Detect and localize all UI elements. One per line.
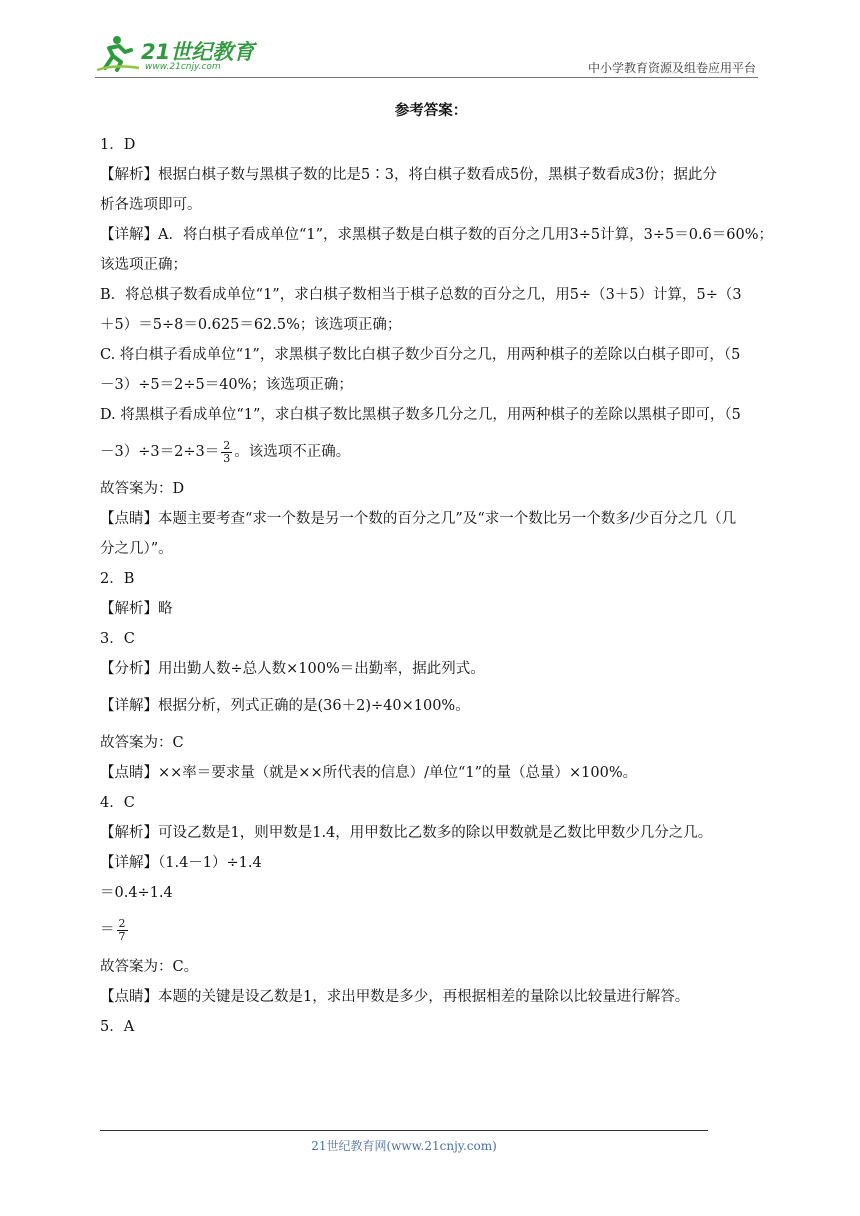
page-header [95,30,758,78]
answer-content [100,98,774,1042]
text-line: 【解析】略 [100,601,173,617]
text-line-with-fraction [100,430,762,474]
text-line: 故答案为：D [100,481,185,497]
text-line: 【点睛】××率＝要求量（就是××所代表的信息）/单位“1”的量（总量）×100%。 [100,765,638,781]
text-line: 故答案为：C [100,735,184,751]
fraction-numerator: 2 [223,438,231,452]
fraction-numerator: 2 [118,916,126,930]
text-line: ＝0.4÷1.4 [100,885,173,901]
text-line: B．将总棋子数看成单位“1”，求白棋子数相当于棋子总数的百分之几，用5÷（3＋5）计算，5÷（3 [100,287,742,303]
text-line: 【详解】（1.4－1）÷1.4 [100,855,262,871]
text-line: D. 将黑棋子看成单位“1”，求白棋子数比黑棋子数多几分之几，用两种棋子的差除以黑棋子即可，（5 [100,407,741,423]
text-line: 3．C [100,631,135,647]
page-footer: 21世纪教育网(www.21cnjy.com) [311,1139,497,1153]
platform-name: 中小学教育资源及组卷应用平台 [587,61,756,75]
fraction-prefix: ＝ [100,922,115,938]
text-line: 【点睛】本题的关键是设乙数是1，求出甲数是多少，再根据相差的量除以比较量进行解答。 [100,989,690,1005]
fraction [117,918,128,943]
text-line-with-fraction [100,908,762,952]
text-line: 【分析】用出勤人数÷总人数×100%＝出勤率，据此列式。 [100,661,485,677]
logo-url: www.21cnjy.com [145,62,221,72]
page-title: 参考答案： [394,102,468,119]
site-logo [95,34,270,74]
text-line: 该选项正确； [100,257,187,273]
fraction-denominator: 3 [223,451,231,465]
text-line: ＋5）＝5÷8＝0.625＝62.5%；该选项正确； [100,317,402,333]
fraction-denominator: 7 [118,929,126,943]
text-line: 5．A [100,1019,135,1035]
fraction-prefix: －3）÷3＝2÷3＝ [100,444,220,460]
text-line: 2．B [100,571,135,587]
text-line: 【解析】可设乙数是1，则甲数是1.4，用甲数比乙数多的除以甲数就是乙数比甲数少几分之几。 [100,825,713,841]
text-line: 【详解】A．将白棋子看成单位“1”，求黑棋子数是白棋子数的百分之几用3÷5计算，3÷5＝0.6＝60%； [100,227,774,243]
text-line: －3）÷5＝2÷5＝40%；该选项正确； [100,377,353,393]
text-line: 析各选项即可。 [100,197,202,213]
text-line: 4．C [100,795,135,811]
fraction [221,440,232,465]
fraction-suffix: 。该选项不正确。 [234,444,351,460]
text-line: 【解析】根据白棋子数与黑棋子数的比是5∶3，将白棋子数看成5份，黑棋子数看成3份；据此分 [100,167,717,183]
header-divider [95,77,758,78]
text-line: 【点睛】本题主要考查“求一个数是另一个数的百分之几”及“求一个数比另一个数多/少百分之几（几 [100,511,737,527]
text-line: 【详解】根据分析，列式正确的是(36＋2)÷40×100%。 [100,698,470,714]
footer-divider [100,1130,708,1131]
text-line: 分之几）”。 [100,541,173,557]
text-line: 故答案为：C。 [100,959,199,975]
text-line: 1．D [100,137,136,153]
logo-text: 21世纪教育 [141,40,255,64]
text-line: C. 将白棋子看成单位“1”，求黑棋子数比白棋子数少百分之几，用两种棋子的差除以白棋子即可，（5 [100,347,741,363]
